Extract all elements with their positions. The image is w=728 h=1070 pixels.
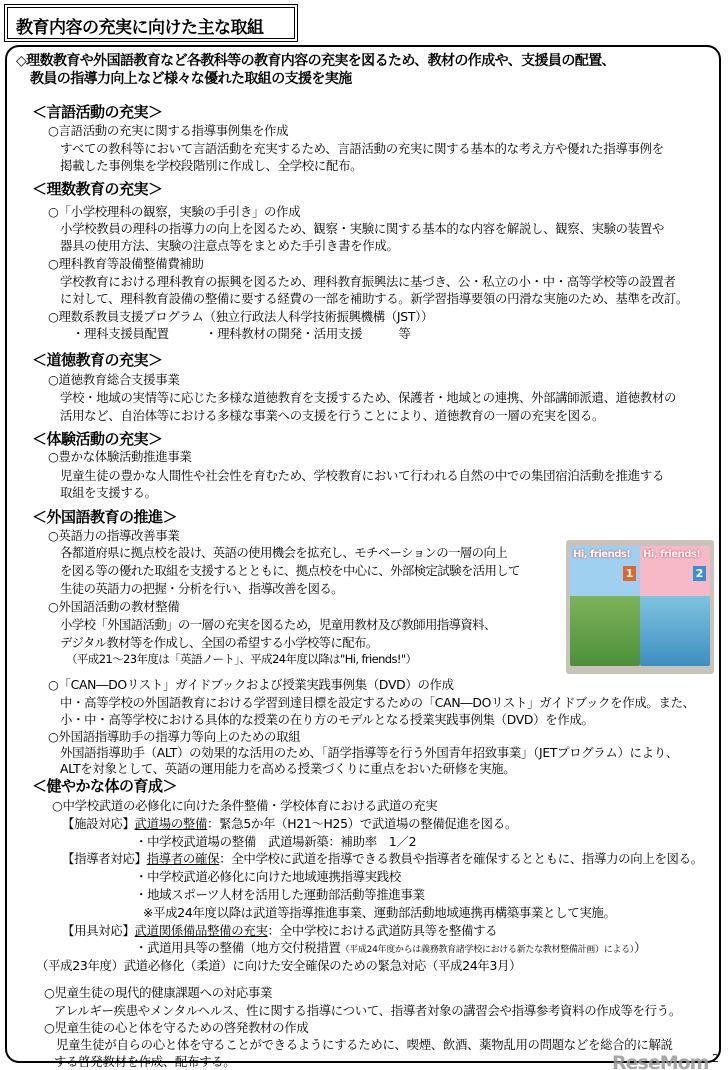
item-title: ○「小学校理科の観察，実験の手引き」の作成	[48, 204, 301, 219]
line-text: ：緊急5か年（H21～H25）で武道場の整備促進を図る。	[207, 816, 517, 831]
book-cover-2	[640, 546, 710, 666]
item-title: ○中学校武道の必修化に向けた条件整備・学校体育における武道の充実	[52, 798, 438, 813]
book-title: Hi, friends!	[643, 549, 701, 560]
item-body: 小学校「外国語活動」の一層の充実を図るため，児童用教材及び教師用指導資料、	[60, 617, 496, 632]
book-number: 2	[693, 566, 706, 581]
item-note: （平成21～23年度は「英語ノート」、平成24年度以降は"Hi, friends!"）	[66, 652, 417, 666]
item-body: 器具の使用方法、実験の注意点等をまとめた手引き書を作成。	[60, 238, 399, 253]
line-text: ：全中学校における武道防具等を整備する	[267, 923, 498, 938]
note: ※平成24年度以降は武道等指導推進事業、運動部活動地域連携再構築事業として実施。	[143, 905, 616, 920]
item-title: ○英語力の指導改善事業	[48, 528, 180, 543]
item-body: 学校教育における理科教育の振興を図るため、理科教育振興法に基づき、公・私立の小・中・高等学校等の設置者	[60, 274, 676, 289]
intro-line: ◇理数教育や外国語教育など各教科等の教育内容の充実を図るため、教材の作成や、支援員の配置、	[16, 53, 615, 69]
item-body: 掲載した事例集を学校段階別に作成し、全学校に配布。	[60, 158, 363, 173]
tag: 【用具対応】	[62, 923, 135, 938]
section-heading: ＜体験活動の充実＞	[32, 430, 163, 448]
item-body: 小学校教員の理科の指導力の向上を図るため、観察・実験に関する基本的な内容を解説し、観察、実験の装置や	[60, 221, 665, 236]
item-title: ○外国語指導助手の指導力等向上のための取組	[48, 729, 301, 744]
item-title: ○理科教育等設備整備費補助	[48, 256, 204, 271]
item-body: ALTを対象として、英語の運用能力を高める授業づくりに重点をおいた研修を実施。	[60, 761, 516, 776]
item-body: ・理科支援員配置 ・理科教材の開発・活用支援 等	[72, 326, 411, 341]
section-heading: ＜言語活動の充実＞	[32, 103, 163, 121]
item-body: デジタル教材等を作成し、全国の希望する小学校等に配布。	[60, 635, 378, 650]
item-title: ○児童生徒の心と体を守るための啓発教材の作成	[44, 1020, 309, 1035]
page-number: 2	[712, 1052, 719, 1065]
item-body: 小・中・高等学校における具体的な授業の在り方のモデルとなる授業実践事例集（DVD）を作成。	[60, 712, 594, 727]
item-body: する啓発教材を作成、配布する。	[54, 1054, 236, 1069]
small-note: （平成24年度からは義務教育諸学校における新たな教材整備計画）による）	[340, 945, 635, 955]
item-body: に対して、理科教育設備の整備に要する経費の一部を補助する。新学習指導要領の円滑な実施のため、基準を改訂。	[60, 291, 688, 306]
textbook-image	[566, 540, 714, 674]
section-heading: ＜健やかな体の育成＞	[32, 777, 178, 795]
item-title: ○道徳教育総合支援事業	[48, 372, 180, 387]
line-text: ：全中学校に武道を指導できる教員や指導者を確保するとともに、指導力の向上を図る。	[219, 851, 703, 866]
tag: 【指導者対応】	[62, 851, 147, 866]
line-text: ）	[634, 940, 647, 955]
item-title: ○外国語活動の教材整備	[48, 599, 180, 614]
page-title: 教育内容の充実に向けた主な取組	[16, 18, 264, 38]
leader-line	[62, 851, 703, 867]
item-body: 取組を支援する。	[60, 485, 157, 500]
section-heading: ＜道徳教育の充実＞	[32, 351, 163, 369]
sub-item	[135, 940, 646, 958]
underlined-term: 武道場の整備	[134, 816, 208, 831]
underlined-term: 武道関係備品整備の充実	[134, 923, 268, 938]
item-title: ○理数系教員支援プログラム（独立行政法人科学技術振興機構（JST））	[48, 309, 434, 324]
sub-item: ・中学校武道必修化に向けた地域連携指導実践校	[135, 869, 401, 884]
item-title: ○言語活動の充実に関する指導事例集を作成	[48, 123, 289, 138]
underlined-term: 指導者の確保	[146, 851, 220, 866]
intro-line: 教員の指導力向上など様々な優れた取組の支援を実施	[30, 71, 352, 87]
equip-line	[62, 923, 497, 939]
item-body: 各都道府県に拠点校を設け、英語の使用機会を拡充し、モチベーションの一層の向上	[60, 545, 508, 560]
item-body: すべての教科等において言語活動を充実するため、言語活動の充実に関する基本的な考え方や優れた指導事例を	[60, 141, 664, 156]
sub-item: ・中学校武道場の整備 武道場新築：補助率 1／2	[135, 834, 417, 849]
line-text: ・武道用具等の整備（地方交付税措置	[135, 940, 341, 955]
item-title: ○「CAN―DOリスト」ガイドブックおよび授業実践事例集（DVD）の作成	[48, 677, 454, 692]
section-heading: ＜外国語教育の推進＞	[32, 508, 178, 526]
sub-item: ・地域スポーツ人材を活用した運動部活動等推進事業	[135, 887, 425, 902]
item-body: 児童生徒が自らの心と体を守ることができるようにするために、喫煙、飲酒、薬物乱用の問題などを総合的に解説	[56, 1037, 673, 1052]
item-body: を図る等の優れた取組を支援するとともに、拠点校を中心に、外部検定試験を活用して	[60, 563, 520, 578]
item-title: ○豊かな体験活動推進事業	[48, 449, 192, 464]
title-box	[4, 4, 298, 42]
emergency-line: （平成23年度）武道必修化（柔道）に向けた安全確保のための緊急対応（平成24年3月）	[36, 958, 522, 973]
item-body: 中・高等学校の外国語教育における学習到達目標を設定するための「CAN―DOリスト」ガイドブックを作成。また、	[60, 695, 695, 710]
item-title: ○児童生徒の現代的健康課題への対応事業	[44, 985, 273, 1000]
book-number: 1	[623, 566, 636, 581]
watermark-logo: ReseMom	[612, 1052, 709, 1070]
item-body: 活用など、自治体等における多様な事業への支援を行うことにより、道徳教育の一層の充実を図る。	[60, 408, 605, 423]
item-body: 生徒の英語力の把握・分析を行い、指導改善を図る。	[60, 581, 343, 596]
item-body: 児童生徒の豊かな人間性や社会性を育むため、学校教育において行われる自然の中での集団宿泊活動を推進する	[60, 468, 665, 483]
tag: 【施設対応】	[62, 816, 135, 831]
book-title: Hi, friends!	[573, 549, 631, 560]
item-body: アレルギー疾患やメンタルヘルス、性に関する指導について、指導者対象の講習会や指導参考資料の作成等を行う。	[54, 1003, 681, 1018]
facility-line	[62, 816, 517, 832]
item-body: 外国語指導助手（ALT）の効果的な活用のため、「語学指導等を行う外国青年招致事業」（JETプログラム）により、	[60, 745, 678, 760]
book-cover-1	[570, 546, 640, 666]
section-heading: ＜理数教育の充実＞	[32, 180, 163, 198]
item-body: 学校・地域の実情等に応じた多様な道徳教育を支援するため、保護者・地域との連携、外部講師派遣、道徳教材の	[60, 390, 677, 405]
